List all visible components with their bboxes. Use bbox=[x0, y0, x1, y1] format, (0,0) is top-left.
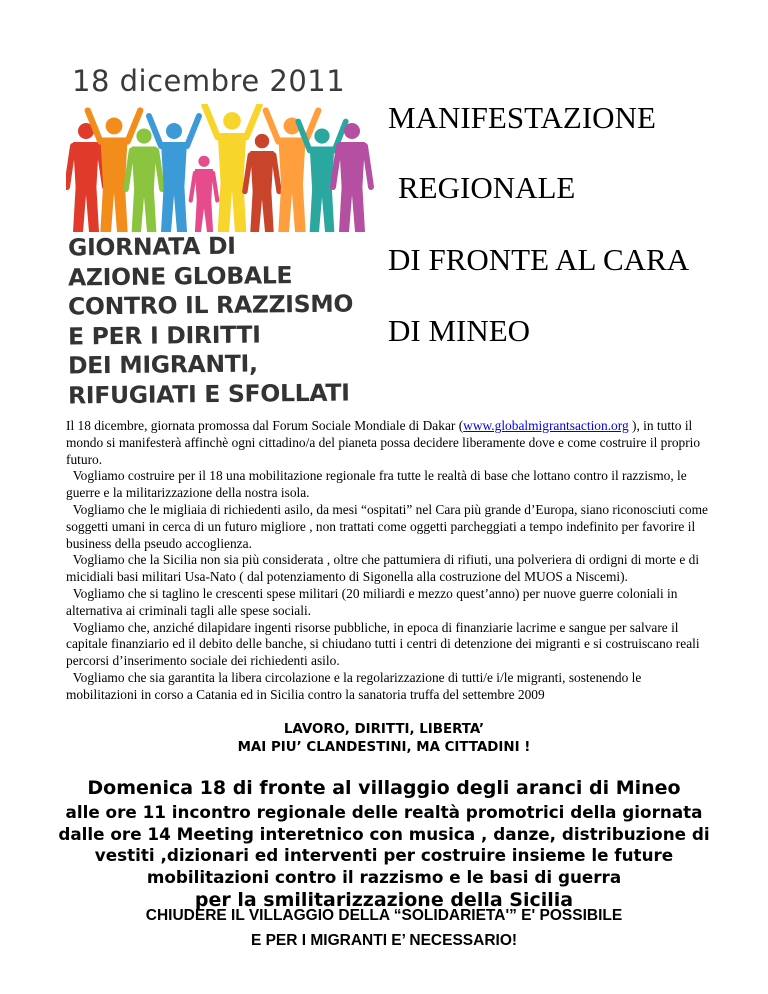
person-figure bbox=[205, 105, 260, 232]
poster-image bbox=[66, 62, 378, 409]
poster-line: RIFUGIATI E SFOLLATI bbox=[67, 378, 350, 409]
paragraph: Vogliamo che sia garantita la libera circolazione e la regolarizzazione di tutti/e i/le migranti, sostenendo le mobilitazioni in corso a Catania ed in Sicilia contro la sanatoria truffa del settembre 2009 bbox=[66, 669, 642, 702]
paragraph: Vogliamo che la Sicilia non sia più considerata , oltre che pattumiera di rifiuti, una polveriera di ordigni di morte e di micidiali basi militari Usa-Nato ( dal potenziamento di Sigonella alla costruzione del MUOS a Niscemi). bbox=[66, 552, 700, 585]
poster-date: 18 dicembre 2011 bbox=[72, 64, 346, 98]
event-title: Domenica 18 di fronte al villaggio degli aranci di Mineo bbox=[87, 777, 681, 799]
heading-manifestazione: MANIFESTAZIONE bbox=[388, 100, 656, 135]
people-illustration bbox=[66, 104, 378, 234]
closing-line: E PER I MIGRANTI E’ NECESSARIO! bbox=[250, 932, 518, 949]
person-figure bbox=[191, 156, 218, 232]
poster-line: CONTRO IL RAZZISMO bbox=[67, 289, 354, 321]
paragraph: Vogliamo che le migliaia di richiedenti asilo, da mesi “ospitati” nel Cara più grande d’Europa, siano riconosciuti come soggetti umani in cerca di un futuro migliore , non trattati come oggetti parcheggiati a tempo indefinito per favorire il business della pseudo accoglienza. bbox=[66, 501, 708, 551]
paragraph: Vogliamo che, anziché dilapidare ingenti risorse pubbliche, in epoca di finanziarie lacrime e sangue per salvare il capitale finanziario ed il debito delle banche, si chiudano tutti i centri di detenzione dei migranti e si costruiscano reali percorsi d’inserimento sociale dei richiedenti asilo. bbox=[66, 619, 700, 669]
slogan bbox=[0, 721, 768, 757]
paragraph: Vogliamo costruire per il 18 una mobilitazione regionale fra tutte le realtà di base che lottano contro il razzismo, le guerre e la militarizzazione della nostra isola. bbox=[66, 468, 687, 501]
poster-line: E PER I DIRITTI bbox=[67, 319, 261, 350]
event-line: dalle ore 14 Meeting interetnico con musica , danze, distribuzione di bbox=[58, 823, 710, 844]
poster-line: AZIONE GLOBALE bbox=[67, 260, 293, 291]
person-figure bbox=[298, 122, 346, 233]
event-info bbox=[0, 775, 768, 913]
slogan-line: MAI PIU’ CLANDESTINI, MA CITTADINI ! bbox=[237, 740, 531, 755]
person-figure bbox=[245, 134, 279, 232]
event-line: mobilitazioni contro il razzismo e le basi di guerra bbox=[146, 866, 622, 887]
poster-line: DEI MIGRANTI, bbox=[67, 349, 258, 380]
intro-paragraph: Il 18 dicembre, giornata promossa dal Forum Sociale Mondiale di Dakar (www.globalmigrantsaction.org ), in tutto il mondo si manifesterà affinchè ogni cittadino/a del pianeta possa decidere liberamente dove e come costruire il proprio futuro. bbox=[66, 418, 701, 467]
heading-regionale: REGIONALE bbox=[398, 170, 576, 205]
heading-cara: DI FRONTE AL CARA bbox=[388, 242, 690, 277]
globalmigrantsaction-link[interactable]: www.globalmigrantsaction.org bbox=[463, 418, 629, 433]
poster-line: GIORNATA DI bbox=[67, 231, 236, 262]
event-demilitarization: per la smilitarizzazione della Sicilia bbox=[194, 889, 574, 911]
poster-text bbox=[68, 232, 353, 409]
body-text bbox=[66, 418, 708, 704]
event-line: vestiti ,dizionari ed interventi per costruire insieme le future bbox=[94, 845, 674, 865]
closing bbox=[0, 903, 768, 953]
person-figure bbox=[126, 128, 162, 232]
slogan-line: LAVORO, DIRITTI, LIBERTA’ bbox=[283, 722, 485, 737]
closing-line: CHIUDERE IL VILLAGGIO DELLA “SOLIDARIETA'” E' POSSIBILE bbox=[145, 907, 623, 924]
heading-mineo: DI MINEO bbox=[388, 313, 531, 348]
paragraph: Vogliamo che si taglino le crescenti spese militari (20 miliardi e mezzo quest’anno) per nuove guerre coloniali in alternativa ai criminali tagli alle spese sociali. bbox=[66, 585, 678, 618]
event-line: alle ore 11 incontro regionale delle realtà promotrici della giornata bbox=[65, 802, 703, 822]
person-figure bbox=[149, 116, 199, 232]
